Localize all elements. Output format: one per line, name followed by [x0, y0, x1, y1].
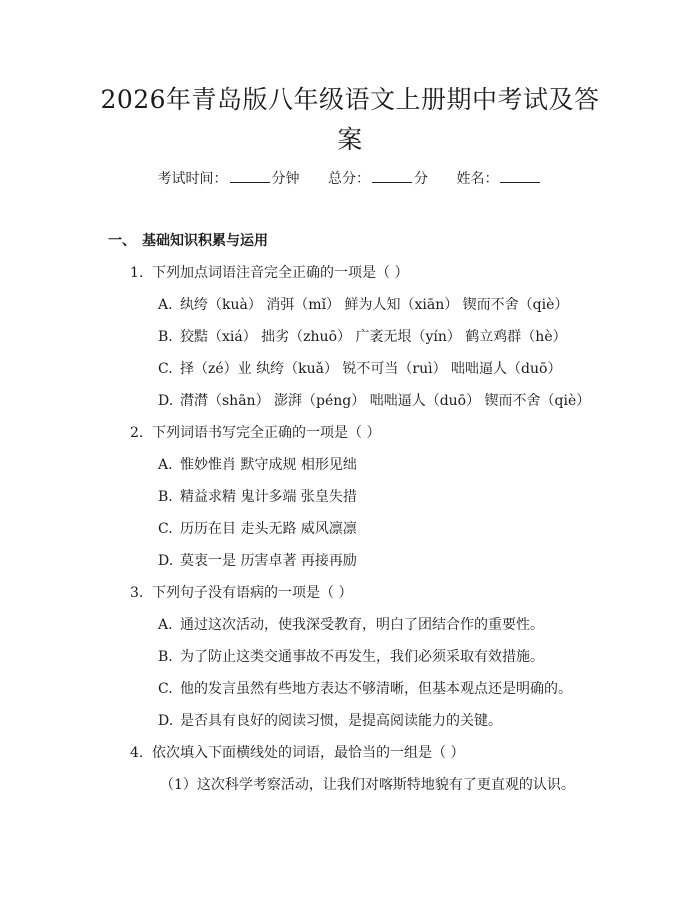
- time-unit: 分钟: [271, 171, 300, 187]
- option-text: 潸潸（shān） 澎湃（péng） 咄咄逼人（duō） 锲而不舍（qiè）: [180, 393, 591, 409]
- option-3a: [158, 614, 544, 634]
- option-1d: [158, 390, 590, 410]
- name-blank[interactable]: [500, 168, 540, 183]
- option-text: 他的发言虽然有些地方表达不够清晰，但基本观点还是明确的。: [180, 681, 572, 697]
- question-text: 下列加点词语注音完全正确的一项是（ ）: [152, 265, 409, 281]
- option-label: C.: [158, 681, 173, 697]
- option-2b: [158, 486, 357, 506]
- time-label: 考试时间：: [157, 171, 228, 187]
- option-label: C.: [158, 361, 173, 377]
- section-number: 一、: [108, 233, 136, 249]
- option-text: 择（zé）业 纨绔（kuǎ） 锐不可当（ruì） 咄咄逼人（duō）: [180, 361, 562, 377]
- score-blank[interactable]: [372, 168, 412, 183]
- name-label: 姓名：: [456, 171, 499, 187]
- option-1a: [158, 294, 568, 314]
- section-heading: [108, 230, 268, 250]
- question-number: 2.: [130, 425, 144, 441]
- option-label: A.: [158, 617, 173, 633]
- document-title: 2026年青岛版八年级语文上册期中考试及答案: [100, 85, 600, 154]
- option-text: 莫衷一是 历害卓著 再接再励: [180, 553, 357, 569]
- option-label: C.: [158, 521, 173, 537]
- option-text: 历历在目 走头无路 威风凛凛: [180, 521, 357, 537]
- question-2: [130, 422, 380, 442]
- option-2c: [158, 518, 357, 538]
- option-3b: [158, 646, 544, 666]
- question-3: [130, 582, 352, 602]
- option-text: 通过这次活动，使我深受教育，明白了团结合作的重要性。: [180, 617, 544, 633]
- question-4: [130, 742, 464, 762]
- score-label: 总分：: [328, 171, 370, 187]
- option-text: 惟妙惟肖 默守成规 相形见绌: [180, 457, 357, 473]
- question-4-sub-1: （1）这次科学考察活动，让我们对喀斯特地貌有了更直观的认识。: [160, 777, 575, 793]
- question-number: 1.: [130, 265, 144, 281]
- option-label: A.: [158, 457, 173, 473]
- option-text: 狡黠（xiá） 拙劣（zhuō） 广袤无垠（yín） 鹤立鸡群（hè）: [180, 329, 567, 345]
- total-score: [328, 168, 428, 188]
- student-name: [456, 168, 542, 188]
- option-label: D.: [158, 553, 174, 569]
- option-text: 精益求精 鬼计多端 张皇失措: [180, 489, 357, 505]
- time-blank[interactable]: [230, 168, 270, 183]
- option-label: A.: [158, 297, 173, 313]
- score-unit: 分: [414, 171, 428, 187]
- option-text: 纨绔（kuà） 消弭（mǐ） 鲜为人知（xiān） 锲而不舍（qiè）: [180, 297, 569, 313]
- option-label: D.: [158, 393, 174, 409]
- option-label: D.: [158, 713, 174, 729]
- question-text: 依次填入下面横线处的词语，最恰当的一组是（ ）: [152, 745, 465, 761]
- option-3d: [158, 710, 502, 730]
- option-text: 是否具有良好的阅读习惯，是提高阅读能力的关键。: [180, 713, 502, 729]
- option-text: 为了防止这类交通事故不再发生，我们必须采取有效措施。: [180, 649, 544, 665]
- option-1c: [158, 358, 561, 378]
- question-1: [130, 262, 408, 282]
- option-label: B.: [158, 329, 173, 345]
- section-title: 基础知识积累与运用: [142, 233, 268, 249]
- question-text: 下列词语书写完全正确的一项是（ ）: [152, 425, 381, 441]
- option-2d: [158, 550, 357, 570]
- question-number: 3.: [130, 585, 144, 601]
- question-number: 4.: [130, 745, 144, 761]
- exam-time: [158, 168, 300, 188]
- option-label: B.: [158, 489, 173, 505]
- option-2a: [158, 454, 357, 474]
- exam-meta: [0, 168, 700, 188]
- option-label: B.: [158, 649, 173, 665]
- question-text: 下列句子没有语病的一项是（ ）: [152, 585, 353, 601]
- option-3c: [158, 678, 572, 698]
- option-1b: [158, 326, 567, 346]
